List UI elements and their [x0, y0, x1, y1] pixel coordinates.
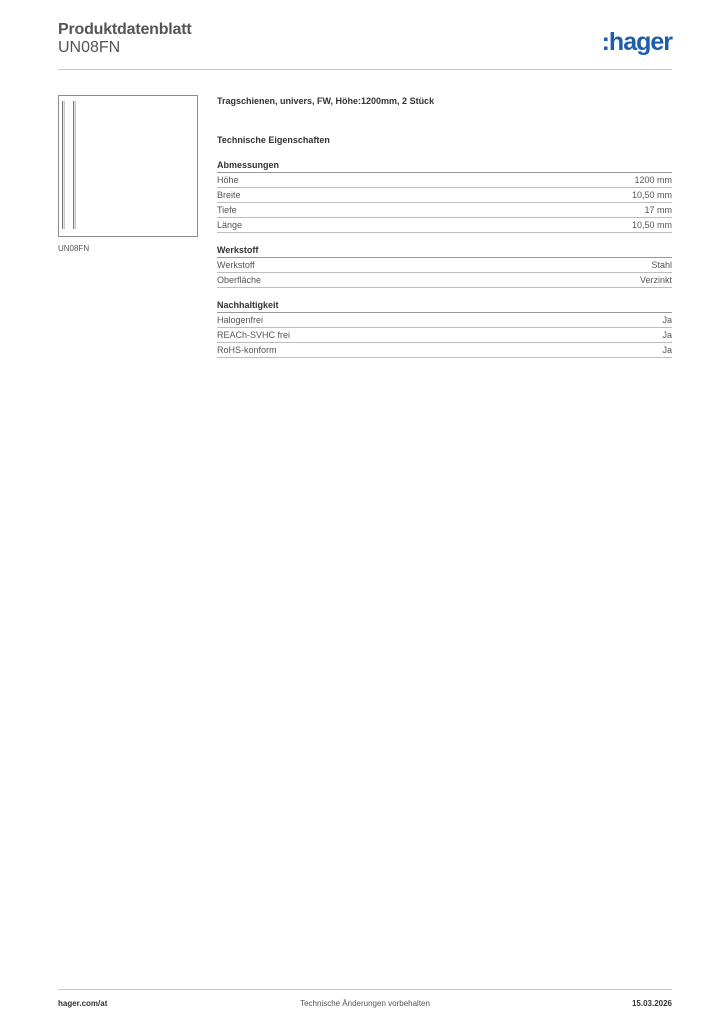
spec-label: RoHS-konform: [217, 345, 277, 355]
spec-row: [217, 173, 672, 188]
material-group: [217, 245, 672, 288]
hager-logo: :hager: [601, 28, 672, 56]
spec-value: 10,50 mm: [631, 190, 672, 200]
spec-row: [217, 343, 672, 358]
din-rail-product-image: [59, 96, 197, 236]
spec-label: Oberfläche: [217, 275, 262, 285]
spec-value: Ja: [662, 345, 672, 355]
spec-row: [217, 273, 672, 288]
spec-value: Stahl: [651, 260, 672, 270]
spec-row: [217, 203, 672, 218]
spec-label: Länge: [217, 220, 243, 230]
group-title: Nachhaltigkeit: [217, 300, 672, 313]
product-description: Tragschienen, univers, FW, Höhe:1200mm, 2 Stück: [217, 96, 435, 106]
spec-row: [217, 218, 672, 233]
website-link[interactable]: hager.com/at: [58, 999, 108, 1008]
spec-row: [217, 328, 672, 343]
footer-notice: Technische Änderungen vorbehalten: [300, 999, 430, 1008]
spec-value: Ja: [662, 315, 672, 325]
technical-properties-heading: Technische Eigenschaften: [217, 135, 330, 145]
group-title: Werkstoff: [217, 245, 672, 258]
spec-value: 1200 mm: [634, 175, 672, 185]
product-details: [217, 95, 672, 370]
spec-label: Breite: [217, 190, 241, 200]
page-header: [58, 20, 672, 70]
spec-value: 17 mm: [644, 205, 672, 215]
spec-label: Tiefe: [217, 205, 237, 215]
spec-label: Höhe: [217, 175, 239, 185]
spec-value: 10,50 mm: [631, 220, 672, 230]
spec-label: REACh-SVHC frei: [217, 330, 291, 340]
image-caption: UN08FN: [58, 244, 90, 253]
spec-label: Halogenfrei: [217, 315, 264, 325]
dimensions-group: [217, 160, 672, 233]
sustainability-group: [217, 300, 672, 358]
spec-value: Verzinkt: [639, 275, 672, 285]
spec-row: [217, 258, 672, 273]
page-footer: [58, 989, 672, 1008]
product-code: UN08FN: [58, 39, 121, 56]
spec-row: [217, 313, 672, 328]
spec-value: Ja: [662, 330, 672, 340]
spec-row: [217, 188, 672, 203]
group-title: Abmessungen: [217, 160, 672, 173]
document-title: Produktdatenblatt: [58, 21, 192, 38]
spec-label: Werkstoff: [217, 260, 255, 270]
product-image: [58, 95, 198, 237]
footer-date: 15.03.2026: [631, 999, 672, 1008]
